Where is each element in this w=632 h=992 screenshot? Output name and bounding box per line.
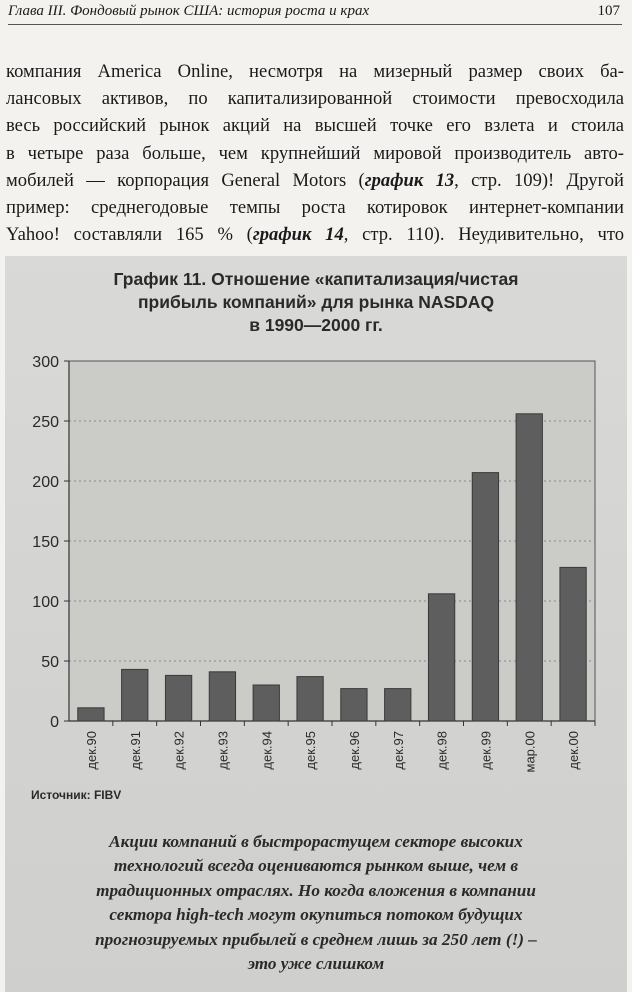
- caption-line: Акции компаний в быстрорастущем секторе высоких: [109, 832, 523, 851]
- body-paragraph: [6, 58, 624, 248]
- bar: [385, 689, 411, 721]
- x-tick-label: дек.99: [478, 731, 494, 770]
- bar: [253, 685, 279, 721]
- x-tick-label: дек.96: [346, 731, 362, 770]
- chart-title-line: График 11. Отношение «капитализация/чистая: [113, 269, 519, 289]
- text-line: весь российский рынок акций на высшей точке его взлета и стоила: [6, 115, 624, 137]
- chart-title-line: в 1990—2000 гг.: [249, 315, 383, 335]
- x-tick-label: дек.00: [566, 731, 582, 770]
- chart-figure: [5, 256, 627, 992]
- bar: [428, 594, 454, 721]
- bar: [341, 689, 367, 721]
- chart-reference: график 13: [364, 169, 455, 191]
- y-tick-label: 250: [32, 414, 59, 431]
- page-number: 107: [597, 3, 620, 19]
- text-fragment: , стр. 109)! Другой: [454, 169, 624, 191]
- y-tick-label: 50: [41, 654, 59, 671]
- text-line: компания America Online, несмотря на мизерный размер своих ба-: [6, 61, 624, 82]
- text-fragment: мобилей — корпорация General Motors (: [6, 169, 365, 191]
- text-line: [6, 167, 624, 194]
- text-fragment: , стр. 110). Неудивительно, что: [343, 224, 624, 246]
- caption-line: прогнозируемых прибылей в среднем лишь за 250 лет (!) –: [95, 929, 537, 949]
- caption-line: сектора high-tech могут окупиться потоком будущих: [109, 905, 523, 925]
- y-tick-label: 100: [32, 594, 59, 611]
- bar: [560, 567, 586, 721]
- x-tick-label: дек.94: [259, 731, 275, 770]
- bar: [209, 672, 235, 721]
- x-tick-label: дек.95: [303, 731, 319, 770]
- caption-line: традиционных отраслях. Но когда вложения в компании: [96, 880, 536, 900]
- text-fragment: Yahoo! составляли 165 % (: [6, 224, 253, 246]
- x-tick-label: дек.91: [127, 731, 143, 770]
- x-tick-label: дек.98: [434, 731, 450, 770]
- text-line: пример: среднегодовые темпы роста котировок интернет-компании: [6, 197, 624, 219]
- y-tick-label: 0: [50, 714, 59, 731]
- text-line: [6, 221, 624, 248]
- x-tick-label: мар.00: [522, 731, 538, 773]
- text-line: лансовых активов, по капитализированной стоимости превосходила: [6, 88, 624, 110]
- caption-line: это уже слишком: [247, 954, 385, 974]
- bar: [122, 669, 148, 721]
- chart-caption: [19, 830, 613, 976]
- y-tick-label: 150: [32, 534, 59, 551]
- x-tick-label: дек.90: [83, 731, 99, 770]
- chapter-title: Глава III. Фондовый рынок США: история роста и краx: [8, 3, 370, 19]
- x-tick-label: дек.93: [215, 731, 231, 770]
- x-tick-label: дек.92: [171, 731, 187, 770]
- bar: [78, 708, 104, 721]
- y-tick-label: 200: [32, 474, 59, 491]
- bar: [516, 414, 542, 721]
- running-header: [8, 2, 622, 25]
- y-tick-label: 300: [32, 354, 59, 371]
- caption-line: технологий всегда оцениваются рынком выше, чем в: [113, 856, 519, 876]
- bar-chart: [5, 256, 627, 816]
- chart-source: Источник: FIBV: [31, 788, 122, 802]
- chart-reference: график 14: [252, 224, 344, 246]
- x-tick-label: дек.97: [390, 731, 406, 770]
- bar: [297, 677, 323, 721]
- chart-title-line: прибыль компаний» для рынка NASDAQ: [137, 292, 495, 312]
- bar: [472, 473, 498, 721]
- bar: [165, 675, 191, 721]
- text-line: в четыре раза больше, чем крупнейший мировой производитель авто-: [6, 142, 624, 164]
